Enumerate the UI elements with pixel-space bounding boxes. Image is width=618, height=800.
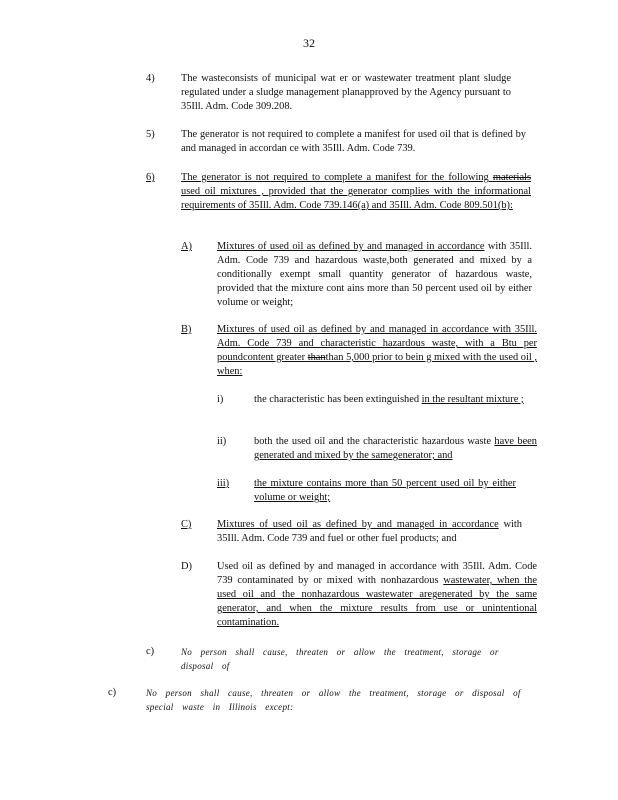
- item-4-text: The wasteconsists of municipal wat er or wastewater treatment plant sludge regulated under a sludge management planapproved by the Agency pursuant to 35Ill. Adm. Code 309.208.: [181, 73, 511, 112]
- item-B-struck-word: than: [307, 352, 326, 363]
- item-Bi-underlined: in the resultant mixture ;: [421, 394, 524, 405]
- item-4-marker: 4): [146, 73, 155, 84]
- item-C-underlined: Mixtures of used oil as defined by and managed in accordance: [217, 519, 499, 530]
- item-Biii-marker: iii): [217, 478, 230, 489]
- item-D-underlined: wastewater, when the used oil and the nonhazardous wastewater aregenerated by the same generator, and when the mixture results from use or unintentional contamination.: [217, 575, 537, 628]
- item-Bii-underlined: have been generated and mixed by the samegenerator; and: [254, 436, 537, 461]
- item-c-first-text: No person shall cause, threaten or allow the treatment, storage or disposal of: [181, 647, 499, 671]
- item-D-marker: D): [181, 561, 192, 572]
- item-6-text-b: used oil mixtures , provided that the generator complies with the informational requirements of 35Ill. Adm. Code 739.146(a) and 35Ill. Adm. Code 809.501(b):: [181, 186, 531, 211]
- item-A-underlined: Mixtures of used oil as defined by and managed in accordance: [217, 241, 485, 252]
- item-5-text: The generator is not required to complete a manifest for used oil that is defined by and managed in accordan ce with 35Ill. Adm. Code 739.: [181, 129, 526, 154]
- item-B-text: [217, 323, 537, 379]
- item-6-text: [181, 171, 531, 213]
- item-C-marker: C): [181, 519, 192, 530]
- item-Bii-plain: both the used oil and the characteristic hazardous waste: [254, 436, 495, 447]
- item-Bii-text: [254, 435, 537, 463]
- item-A-text: [217, 240, 532, 310]
- item-B-text-a: Mixtures of used oil as defined by and managed in accordance with 35Ill. Adm. Code 739 and characteristic hazardous waste, with a Btu per poundcontent greater: [217, 324, 537, 363]
- item-Bi-marker: i): [217, 394, 224, 405]
- item-Bii-marker: ii): [217, 436, 227, 447]
- item-c-second-text: No person shall cause, threaten or allow the treatment, storage or disposal of special waste in Illinois except:: [146, 688, 521, 712]
- item-Bi-text: [254, 393, 524, 407]
- item-C-rest: with 35Ill. Adm. Code 739 and fuel or other fuel products; and: [217, 519, 522, 544]
- item-A-rest: with 35Ill. Adm. Code 739 and hazardous waste,both generated and mixed by a conditionally exempt small quantity generator of hazardous waste, provided that the mixture cont ains more than 50 percent used oil by either volume or weight;: [217, 241, 532, 308]
- item-D-text: [217, 560, 537, 630]
- item-c-first-marker: c): [146, 646, 155, 657]
- item-Bi-plain: the characteristic has been extinguished: [254, 394, 422, 405]
- item-D-plain: Used oil as defined by and managed in accordance with 35Ill. Adm. Code 739 contaminated by or mixed with nonhazardous: [217, 561, 537, 586]
- item-6-struck-word: materials: [492, 172, 531, 183]
- item-A-marker: A): [181, 241, 192, 252]
- item-6-marker: 6): [146, 172, 155, 183]
- item-c-second-marker: c): [108, 687, 117, 698]
- item-B-text-b: than 5,000 prior to bein g mixed with the used oil , when:: [217, 352, 537, 377]
- item-6-text-a: The generator is not required to complete a manifest for the following: [181, 172, 489, 183]
- item-C-text: [217, 518, 522, 546]
- page-number: 32: [303, 36, 315, 50]
- item-Biii-text: the mixture contains more than 50 percent used oil by either volume or weight;: [254, 478, 516, 503]
- item-5-marker: 5): [146, 129, 155, 140]
- item-B-marker: B): [181, 324, 192, 335]
